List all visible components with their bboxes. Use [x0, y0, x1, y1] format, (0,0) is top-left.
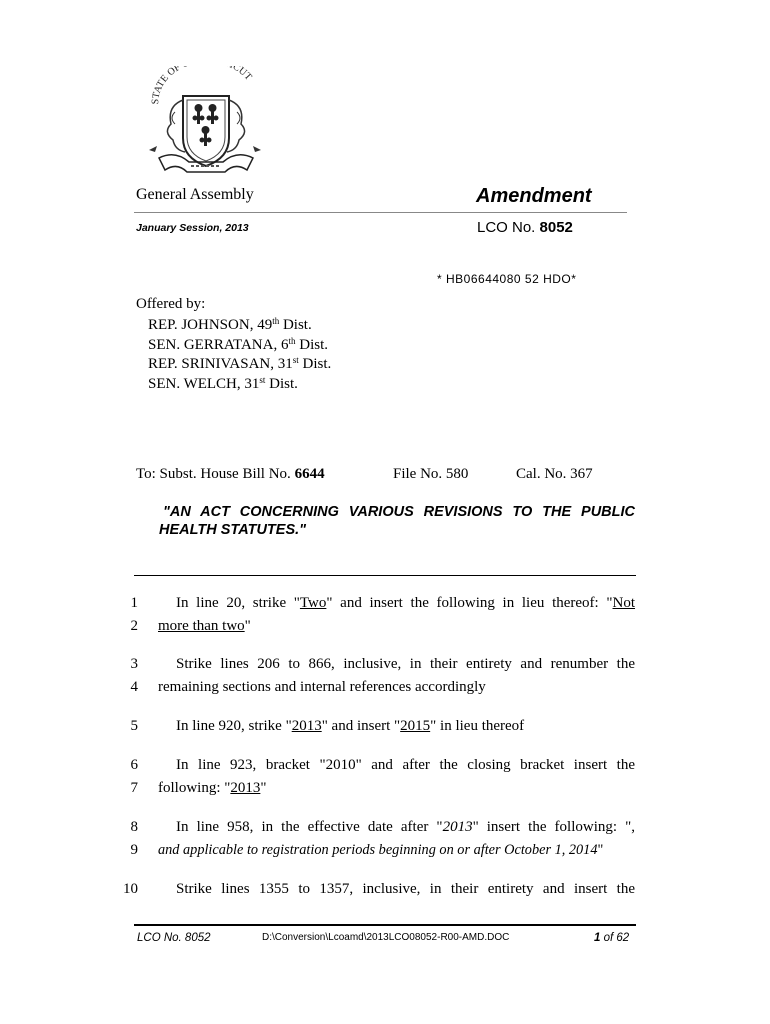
amendment-line: In line 920, strike "2013" and insert "2015" in lieu thereof — [176, 718, 525, 734]
amendment-line: remaining sections and internal references accordingly — [158, 679, 486, 695]
footer-lco-number: LCO No. 8052 — [137, 932, 211, 944]
general-assembly-label: General Assembly — [136, 186, 254, 203]
line-number: 1 — [130, 595, 138, 611]
sponsor-list — [148, 316, 331, 394]
svg-text:STATE OF CONNECTICUT: STATE OF CUT — [150, 66, 254, 105]
amendment-line: Strike lines 206 to 866, inclusive, in their entirety and renumber the — [176, 656, 635, 672]
line-number: 7 — [130, 780, 138, 796]
sponsor-item: REP. JOHNSON, 49th Dist. — [148, 316, 312, 333]
state-seal-logo — [145, 66, 265, 184]
line-number: 10 — [123, 881, 138, 897]
amendment-line: more than two" — [158, 618, 251, 634]
calendar-number: Cal. No. 367 — [516, 466, 593, 482]
line-number: 2 — [130, 618, 138, 634]
amendment-line: In line 923, bracket "2010" and after the closing bracket insert the — [176, 757, 635, 773]
amendment-line: In line 958, in the effective date after "2013" insert the following: ", — [176, 819, 635, 835]
footer-divider — [134, 924, 636, 926]
page-indicator: 1 of 62 — [594, 932, 630, 944]
line-number: 8 — [130, 819, 138, 835]
file-number: File No. 580 — [393, 466, 469, 482]
body-divider — [134, 575, 636, 576]
sponsor-item: REP. SRINIVASAN, 31st Dist. — [148, 355, 332, 372]
amendment-line: In line 20, strike "Two" and insert the following in lieu thereof: "Not — [176, 595, 636, 611]
header-divider — [134, 212, 627, 213]
line-number: 3 — [130, 656, 138, 672]
barcode-text: * HB06644080 52 HDO* — [437, 272, 577, 286]
session-label: January Session, 2013 — [136, 222, 249, 234]
line-number: 4 — [130, 679, 138, 695]
line-number: 9 — [130, 842, 138, 858]
line-number: 6 — [130, 757, 138, 773]
document-type-heading: Amendment — [476, 185, 592, 207]
bill-reference: To: Subst. House Bill No. 6644 — [136, 466, 325, 482]
footer-file-path: D:\Conversion\Lcoamd\2013LCO08052-R00-AMD.DOC — [262, 932, 510, 943]
amendment-line: and applicable to registration periods beginning on or after October 1, 2014" — [158, 842, 604, 858]
sponsor-item: SEN. GERRATANA, 6th Dist. — [148, 335, 329, 353]
sponsor-item: SEN. WELCH, 31st Dist. — [148, 374, 298, 392]
offered-by-label: Offered by: — [136, 296, 206, 312]
amendment-line: following: "2013" — [158, 780, 267, 796]
line-number: 5 — [130, 718, 138, 734]
amendment-line: Strike lines 1355 to 1357, inclusive, in their entirety and insert the — [176, 881, 635, 897]
bill-title: "AN ACT CONCERNING VARIOUS REVISIONS TO THE PUBLIC HEALTH STATUTES." — [159, 504, 635, 538]
lco-number: LCO No. 8052 — [477, 219, 573, 236]
